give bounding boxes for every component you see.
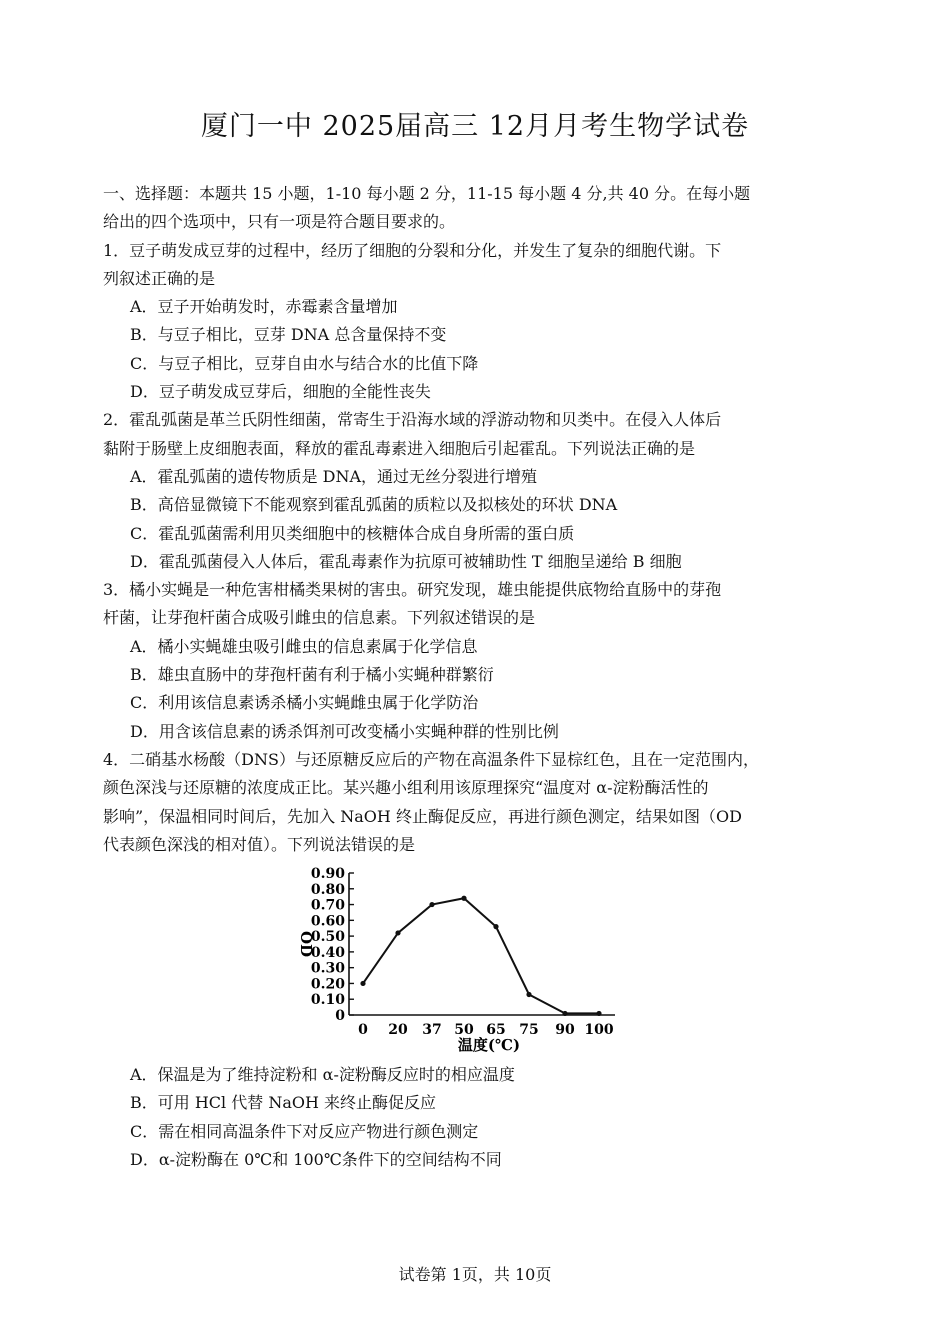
q4-option-c: C．需在相同高温条件下对反应产物进行颜色测定 xyxy=(130,1121,479,1141)
q1-stem-1: 1．豆子萌发成豆芽的过程中，经历了细胞的分裂和分化，并发生了复杂的细胞代谢。下 xyxy=(103,240,722,260)
od-temperature-chart xyxy=(103,859,873,1061)
q1-stem-2: 列叙述正确的是 xyxy=(103,268,216,288)
q1-option-a: A．豆子开始萌发时，赤霉素含量增加 xyxy=(130,297,398,317)
page-title: 厦门一中 2025届高三 12月月考生物学试卷 xyxy=(200,111,750,142)
data-point xyxy=(526,992,531,997)
y-tick-label: 0.10 xyxy=(310,992,345,1009)
x-tick-label: 0 xyxy=(358,1022,368,1039)
q3-stem-2: 杆菌，让芽孢杆菌合成吸引雌虫的信息素。下列叙述错误的是 xyxy=(103,608,536,628)
data-point xyxy=(493,924,498,929)
q3-stem-1: 3．橘小实蝇是一种危害柑橘类果树的害虫。研究发现，雄虫能提供底物给直肠中的芽孢 xyxy=(103,580,722,600)
y-tick-label: 0.70 xyxy=(310,897,345,914)
q3-option-a: A．橘小实蝇雄虫吸引雌虫的信息素属于化学信息 xyxy=(130,636,478,656)
q3-option-c: C．利用该信息素诱杀橘小实蝇雌虫属于化学防治 xyxy=(130,693,479,713)
q2-stem-1: 2．霍乱弧菌是革兰氏阴性细菌，常寄生于沿海水域的浮游动物和贝类中。在侵入人体后 xyxy=(103,410,722,430)
q2-option-d: D．霍乱弧菌侵入人体后，霍乱毒素作为抗原可被辅助性 T 细胞呈递给 B 细胞 xyxy=(130,551,682,571)
q4-stem-3: 影响”，保温相同时间后，先加入 NaOH 终止酶促反应，再进行颜色测定，结果如图（OD xyxy=(103,806,742,826)
x-tick-label: 90 xyxy=(555,1022,575,1039)
page-footer: 试卷第 1页，共 10页 xyxy=(398,1265,552,1284)
x-tick-label: 50 xyxy=(454,1022,474,1039)
od-series-line xyxy=(363,898,599,1013)
q1-option-b: B．与豆子相比，豆芽 DNA 总含量保持不变 xyxy=(130,325,447,345)
y-tick-label: 0 xyxy=(335,1008,345,1025)
q2-stem-2: 黏附于肠壁上皮细胞表面，释放的霍乱毒素进入细胞后引起霍乱。下列说法正确的是 xyxy=(103,438,696,458)
x-tick-label: 65 xyxy=(486,1022,506,1039)
section-instruction-1: 一、选择题：本题共 15 小题，1-10 每小题 2 分，11-15 每小题 4 分,共 40 分。在每小题 xyxy=(103,184,751,203)
q4-option-a: A．保温是为了维持淀粉和 α-淀粉酶反应时的相应温度 xyxy=(130,1065,515,1085)
x-tick-label: 37 xyxy=(422,1022,442,1039)
x-tick-label: 100 xyxy=(584,1022,614,1039)
y-tick-label: 0.50 xyxy=(310,929,345,946)
q4-stem-2: 颜色深浅与还原糖的浓度成正比。某兴趣小组利用该原理探究“温度对 α-淀粉酶活性的 xyxy=(103,778,709,798)
y-axis-label: OD xyxy=(297,931,315,958)
q4-stem-4: 代表颜色深浅的相对值）。下列说法错误的是 xyxy=(103,834,416,854)
q3-option-b: B．雄虫直肠中的芽孢杆菌有利于橘小实蝇种群繁衍 xyxy=(130,665,494,685)
q4-stem-1: 4．二硝基水杨酸（DNS）与还原糖反应后的产物在高温条件下显棕红色，且在一定范围内， xyxy=(103,749,759,769)
y-tick-label: 0.80 xyxy=(310,881,345,898)
x-tick-label: 20 xyxy=(388,1022,408,1039)
data-point xyxy=(596,1011,601,1016)
q2-option-b: B．高倍显微镜下不能观察到霍乱弧菌的质粒以及拟核处的环状 DNA xyxy=(130,495,618,515)
y-tick-label: 0.30 xyxy=(310,960,345,977)
data-point xyxy=(360,981,365,986)
q4-option-d: D．α-淀粉酶在 0℃和 100℃条件下的空间结构不同 xyxy=(130,1150,502,1170)
x-tick-label: 75 xyxy=(519,1022,539,1039)
data-point xyxy=(395,930,400,935)
q3-option-d: D．用含该信息素的诱杀饵剂可改变橘小实蝇种群的性别比例 xyxy=(130,721,559,741)
q2-option-c: C．霍乱弧菌需利用贝类细胞中的核糖体合成自身所需的蛋白质 xyxy=(130,523,575,543)
section-instruction-2: 给出的四个选项中，只有一项是符合题目要求的。 xyxy=(103,212,456,232)
y-tick-label: 0.90 xyxy=(310,866,345,883)
data-point xyxy=(429,902,434,907)
data-point xyxy=(562,1011,567,1016)
data-point xyxy=(461,896,466,901)
x-axis-label: 温度(℃) xyxy=(457,1036,521,1055)
exam-body xyxy=(103,180,873,1174)
y-tick-label: 0.40 xyxy=(310,945,345,962)
chart-svg xyxy=(293,859,633,1061)
y-tick-label: 0.20 xyxy=(310,976,345,993)
q1-option-c: C．与豆子相比，豆芽自由水与结合水的比值下降 xyxy=(130,353,479,373)
y-tick-label: 0.60 xyxy=(310,913,345,930)
q4-option-b: B．可用 HCl 代替 NaOH 来终止酶促反应 xyxy=(130,1093,437,1113)
q1-option-d: D．豆子萌发成豆芽后，细胞的全能性丧失 xyxy=(130,382,431,402)
q2-option-a: A．霍乱弧菌的遗传物质是 DNA，通过无丝分裂进行增殖 xyxy=(130,466,538,486)
